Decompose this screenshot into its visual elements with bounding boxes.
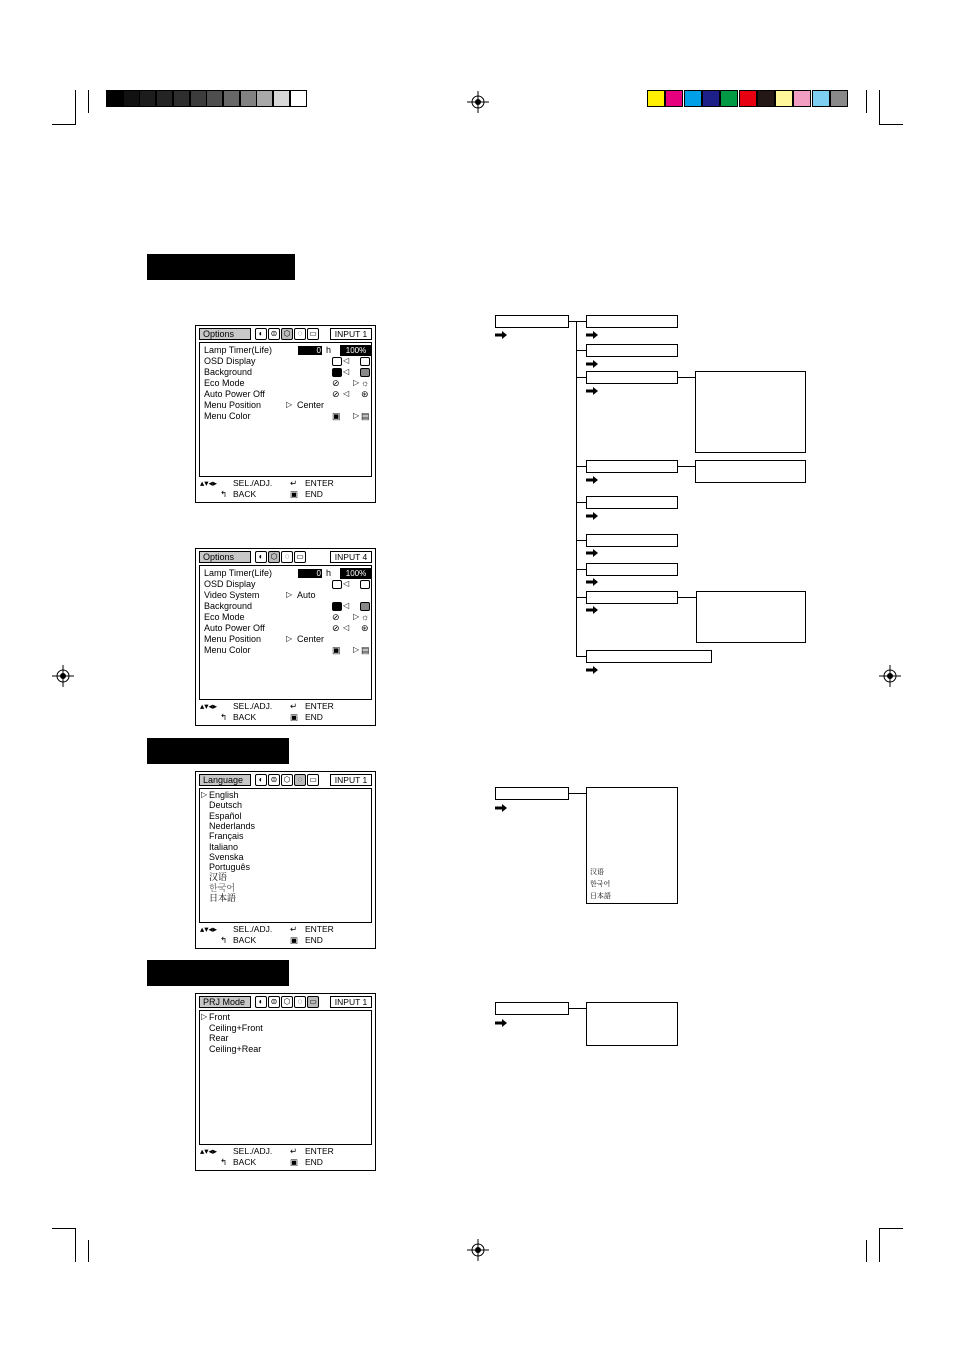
input-indicator: INPUT 1 <box>330 328 372 340</box>
menu-color-alt-icon[interactable]: ▤ <box>361 411 370 421</box>
menu-item-background[interactable]: Background <box>204 601 253 611</box>
osd-options-input1 <box>195 325 376 503</box>
color-swatch <box>793 90 811 107</box>
footer-end-label: END <box>305 712 323 722</box>
end-icon: ▣ <box>290 489 299 499</box>
tab-prj-mode[interactable]: PRJ Mode <box>199 996 251 1008</box>
connector-line <box>576 656 586 657</box>
auto-power-on-icon[interactable]: ⊘ <box>332 389 340 399</box>
eco-leaf-icon[interactable]: ⊘ <box>332 378 340 388</box>
right-arrow-icon <box>495 1019 507 1027</box>
language-option[interactable]: Português <box>209 862 251 873</box>
connector-line <box>678 466 695 467</box>
grey-swatch <box>156 90 173 107</box>
tab-options[interactable]: Options <box>199 551 251 563</box>
right-arrow-icon <box>586 549 598 557</box>
tree-item-box <box>586 460 678 473</box>
language-tab-icon[interactable]: ◌ <box>294 996 306 1008</box>
footer-back-label: BACK <box>233 489 257 499</box>
osd-language <box>195 771 376 949</box>
connector-line <box>576 540 586 541</box>
osd-options-input4 <box>195 548 376 726</box>
grey-swatch <box>106 90 123 107</box>
end-icon: ▣ <box>290 712 299 722</box>
crop-mark <box>879 90 880 124</box>
color-swatch <box>775 90 793 107</box>
connector-line <box>569 793 586 794</box>
language-tab-icon[interactable]: ◌ <box>281 551 293 563</box>
selector-arrow-icon: ◁ <box>343 579 350 588</box>
enter-icon: ↵ <box>290 924 298 934</box>
right-arrow-icon <box>495 331 507 339</box>
selector-arrow-icon: ◁ <box>343 367 350 376</box>
arrows-icon: ▴▾◂▸ <box>200 478 218 488</box>
right-arrow-icon <box>586 387 598 395</box>
language-tab-icon[interactable]: ◌ <box>294 774 306 786</box>
crop-mark <box>75 1228 76 1262</box>
selector-arrow-icon: ▷ <box>353 411 360 420</box>
language-option[interactable]: Deutsch <box>209 800 243 811</box>
menu-item-osd-display[interactable]: OSD Display <box>204 579 256 589</box>
fine-sync-tab-icon[interactable]: ⊜ <box>268 774 280 786</box>
prj-mode-option[interactable]: Rear <box>209 1033 229 1043</box>
connector-line <box>576 321 586 322</box>
end-icon: ▣ <box>290 935 299 945</box>
menu-item-lamp-timer[interactable]: Lamp Timer(Life) <box>204 568 273 578</box>
right-arrow-icon <box>586 512 598 520</box>
crop-mark <box>88 1240 89 1262</box>
arrows-icon: ▴▾◂▸ <box>200 1146 218 1156</box>
auto-power-off-icon[interactable]: ⊛ <box>361 389 369 399</box>
selector-arrow-icon: ◁ <box>343 356 350 365</box>
footer-enter-label: ENTER <box>305 924 334 934</box>
menu-color-icon[interactable]: ▣ <box>332 645 341 655</box>
hours-unit: h <box>326 345 332 355</box>
auto-power-on-icon[interactable]: ⊘ <box>332 623 340 633</box>
registration-mark-icon <box>52 665 74 687</box>
right-arrow-icon <box>586 606 598 614</box>
prj-mode-tab-icon[interactable]: ▭ <box>307 328 319 340</box>
arrows-icon: ▴▾◂▸ <box>200 701 218 711</box>
tree-item-box <box>586 315 678 328</box>
color-swatch <box>812 90 830 107</box>
language-option[interactable]: Español <box>209 810 242 821</box>
footer-enter-label: ENTER <box>305 478 334 488</box>
language-option[interactable]: Svenska <box>209 851 244 862</box>
menu-item-menu-position[interactable]: Menu Position <box>204 634 262 644</box>
menu-item-eco-mode[interactable]: Eco Mode <box>204 612 245 622</box>
connector-line <box>576 350 586 351</box>
back-icon: ↰ <box>220 935 228 945</box>
footer-enter-label: ENTER <box>305 1146 334 1156</box>
grey-swatch <box>123 90 140 107</box>
tree-item-box <box>586 344 678 357</box>
lamp-hours-value: 0 <box>298 569 322 578</box>
back-icon: ↰ <box>220 1157 228 1167</box>
grey-swatch <box>190 90 207 107</box>
input-indicator: INPUT 4 <box>330 551 372 563</box>
picture-tab-icon[interactable]: ◐ <box>255 328 267 340</box>
menu-position-value[interactable]: Center <box>297 634 325 644</box>
grey-swatch <box>173 90 190 107</box>
right-arrow-icon <box>495 804 507 812</box>
footer-end-label: END <box>305 489 323 499</box>
language-option[interactable]: 汉语 <box>209 872 228 883</box>
hours-unit: h <box>326 568 332 578</box>
crop-mark <box>88 90 89 113</box>
enter-icon: ↵ <box>290 701 298 711</box>
enter-icon: ↵ <box>290 1146 298 1156</box>
language-option[interactable]: English <box>209 790 239 800</box>
menu-item-lamp-timer[interactable]: Lamp Timer(Life) <box>204 345 273 355</box>
background-blue-icon[interactable] <box>360 368 370 377</box>
connector-line <box>569 1008 586 1009</box>
connector-line <box>576 569 586 570</box>
footer-enter-label: ENTER <box>305 701 334 711</box>
connector-line <box>576 597 586 598</box>
options-tab-icon[interactable]: ⬡ <box>281 774 293 786</box>
menu-item-menu-position[interactable]: Menu Position <box>204 400 262 410</box>
color-swatch <box>830 90 848 107</box>
tree-root-box <box>495 315 569 328</box>
tree-options-box <box>586 787 678 904</box>
crop-mark <box>75 90 76 124</box>
selector-arrow-icon: ◁ <box>343 601 350 610</box>
auto-power-off-icon[interactable]: ⊛ <box>361 623 369 633</box>
crop-mark <box>879 1228 880 1262</box>
selector-arrow-icon: ▷ <box>353 612 360 621</box>
arrows-icon: ▴▾◂▸ <box>200 924 218 934</box>
eco-leaf-icon[interactable]: ⊘ <box>332 612 340 622</box>
options-tab-icon[interactable]: ⬡ <box>281 328 293 340</box>
footer-sel-label: SEL./ADJ. <box>233 701 273 711</box>
footer-sel-label: SEL./ADJ. <box>233 924 273 934</box>
osd-display-off-icon[interactable] <box>360 357 370 366</box>
connector-line <box>576 502 586 503</box>
grey-swatch <box>273 90 290 107</box>
menu-item-auto-power-off[interactable]: Auto Power Off <box>204 623 265 633</box>
color-swatch <box>757 90 775 107</box>
connector-line <box>576 377 586 378</box>
selector-arrow-icon: ▷ <box>201 1012 208 1021</box>
language-tab-icon[interactable]: ◌ <box>294 328 306 340</box>
connector-line <box>678 597 696 598</box>
selector-arrow-icon: ◁ <box>343 389 350 398</box>
right-arrow-icon <box>586 578 598 586</box>
menu-item-auto-power-off[interactable]: Auto Power Off <box>204 389 265 399</box>
menu-position-value[interactable]: Center <box>297 400 325 410</box>
crop-mark <box>52 124 76 125</box>
crop-mark <box>879 1228 903 1229</box>
tree-item-box <box>586 496 678 509</box>
tree-item-box <box>586 563 678 576</box>
connector-line <box>576 466 586 467</box>
footer-back-label: BACK <box>233 1157 257 1167</box>
menu-item-osd-display[interactable]: OSD Display <box>204 356 256 366</box>
background-black-icon[interactable] <box>332 368 342 377</box>
picture-tab-icon[interactable]: ◐ <box>255 551 267 563</box>
prj-mode-option[interactable]: Front <box>209 1012 231 1022</box>
selector-arrow-icon: ▷ <box>353 378 360 387</box>
registration-mark-icon <box>879 665 901 687</box>
language-label: 한국어 <box>590 881 611 888</box>
color-swatch <box>665 90 683 107</box>
prj-mode-option[interactable]: Ceiling+Front <box>209 1022 263 1033</box>
selector-arrow-icon: ▷ <box>286 590 293 599</box>
menu-item-menu-color[interactable]: Menu Color <box>204 645 251 655</box>
picture-tab-icon[interactable]: ◐ <box>255 996 267 1008</box>
prj-mode-tab-icon[interactable]: ▭ <box>307 774 319 786</box>
language-label: 汉语 <box>590 869 604 876</box>
eco-off-icon[interactable]: ☼ <box>361 378 370 388</box>
language-option[interactable]: 日本語 <box>209 893 237 903</box>
selector-arrow-icon: ▷ <box>286 400 293 409</box>
selector-arrow-icon: ▷ <box>201 790 208 799</box>
footer-back-label: BACK <box>233 935 257 945</box>
selector-arrow-icon: ◁ <box>343 623 350 632</box>
right-arrow-icon <box>586 360 598 368</box>
right-arrow-icon <box>586 331 598 339</box>
lamp-life-value: 100% <box>340 345 372 356</box>
back-icon: ↰ <box>220 489 228 499</box>
color-swatch <box>720 90 738 107</box>
tree-options-box <box>586 1002 678 1046</box>
osd-display-on-icon[interactable] <box>332 357 342 366</box>
language-option[interactable]: Italiano <box>209 841 239 852</box>
menu-item-eco-mode[interactable]: Eco Mode <box>204 378 245 388</box>
tree-item-box <box>586 371 678 384</box>
menu-color-icon[interactable]: ▣ <box>332 411 341 421</box>
registration-mark-icon <box>467 91 489 113</box>
tree-options-box <box>696 591 806 643</box>
options-tab-icon[interactable]: ⬡ <box>268 551 280 563</box>
menu-item-background[interactable]: Background <box>204 367 253 377</box>
tree-options-box <box>695 371 806 453</box>
fine-sync-tab-icon[interactable]: ⊜ <box>268 996 280 1008</box>
selector-arrow-icon: ▷ <box>353 645 360 654</box>
footer-end-label: END <box>305 935 323 945</box>
footer-sel-label: SEL./ADJ. <box>233 1146 273 1156</box>
back-icon: ↰ <box>220 712 228 722</box>
language-option[interactable]: 한국어 <box>209 882 236 893</box>
fine-sync-tab-icon[interactable]: ⊜ <box>268 328 280 340</box>
crop-mark <box>866 90 867 113</box>
connector-line <box>576 321 577 657</box>
tree-root-box <box>495 787 569 800</box>
tree-root-box <box>495 1002 569 1015</box>
color-swatch <box>647 90 665 107</box>
crop-mark <box>879 124 903 125</box>
right-arrow-icon <box>586 666 598 674</box>
tree-options-box <box>695 460 806 483</box>
prj-mode-tab-icon[interactable]: ▭ <box>294 551 306 563</box>
menu-item-menu-color[interactable]: Menu Color <box>204 411 251 421</box>
input-indicator: INPUT 1 <box>330 774 372 786</box>
osd-display-off-icon[interactable] <box>360 580 370 589</box>
tab-options[interactable]: Options <box>199 328 251 340</box>
background-blue-icon[interactable] <box>360 602 370 611</box>
video-system-value[interactable]: Auto <box>297 590 316 600</box>
menu-item-video-system[interactable]: Video System <box>204 590 260 600</box>
selector-arrow-icon: ▷ <box>286 634 293 643</box>
tree-item-box <box>586 534 678 547</box>
footer-sel-label: SEL./ADJ. <box>233 478 273 488</box>
grey-swatch <box>240 90 257 107</box>
input-indicator: INPUT 1 <box>330 996 372 1008</box>
menu-color-alt-icon[interactable]: ▤ <box>361 645 370 655</box>
color-swatch <box>702 90 720 107</box>
grey-swatch <box>256 90 273 107</box>
prj-mode-tab-icon[interactable]: ▭ <box>307 996 319 1008</box>
language-label: 日本語 <box>590 893 611 900</box>
language-option[interactable]: Nederlands <box>209 820 256 831</box>
picture-tab-icon[interactable]: ◐ <box>255 774 267 786</box>
end-icon: ▣ <box>290 1157 299 1167</box>
background-black-icon[interactable] <box>332 602 342 611</box>
enter-icon: ↵ <box>290 478 298 488</box>
lamp-hours-value: 0 <box>298 346 322 355</box>
grey-swatch <box>290 90 307 107</box>
tab-language[interactable]: Language <box>199 774 251 786</box>
footer-back-label: BACK <box>233 712 257 722</box>
connector-line <box>678 377 695 378</box>
section-header-bar <box>147 254 295 280</box>
options-tab-icon[interactable]: ⬡ <box>281 996 293 1008</box>
footer-end-label: END <box>305 1157 323 1167</box>
color-swatch <box>684 90 702 107</box>
crop-mark <box>866 1240 867 1262</box>
osd-display-on-icon[interactable] <box>332 580 342 589</box>
eco-off-icon[interactable]: ☼ <box>361 612 370 622</box>
grey-swatch <box>223 90 240 107</box>
section-header-bar <box>147 738 289 764</box>
registration-mark-icon <box>467 1239 489 1261</box>
prj-mode-option[interactable]: Ceiling+Rear <box>209 1043 262 1054</box>
tree-item-box <box>586 650 712 663</box>
crop-mark <box>52 1228 76 1229</box>
lamp-life-value: 100% <box>340 568 372 579</box>
tree-item-box <box>586 591 678 604</box>
osd-prj-mode <box>195 993 376 1171</box>
grey-swatch <box>206 90 223 107</box>
language-option[interactable]: Français <box>209 831 244 842</box>
right-arrow-icon <box>586 476 598 484</box>
grey-swatch <box>139 90 156 107</box>
section-header-bar <box>147 960 289 986</box>
color-swatch <box>739 90 757 107</box>
